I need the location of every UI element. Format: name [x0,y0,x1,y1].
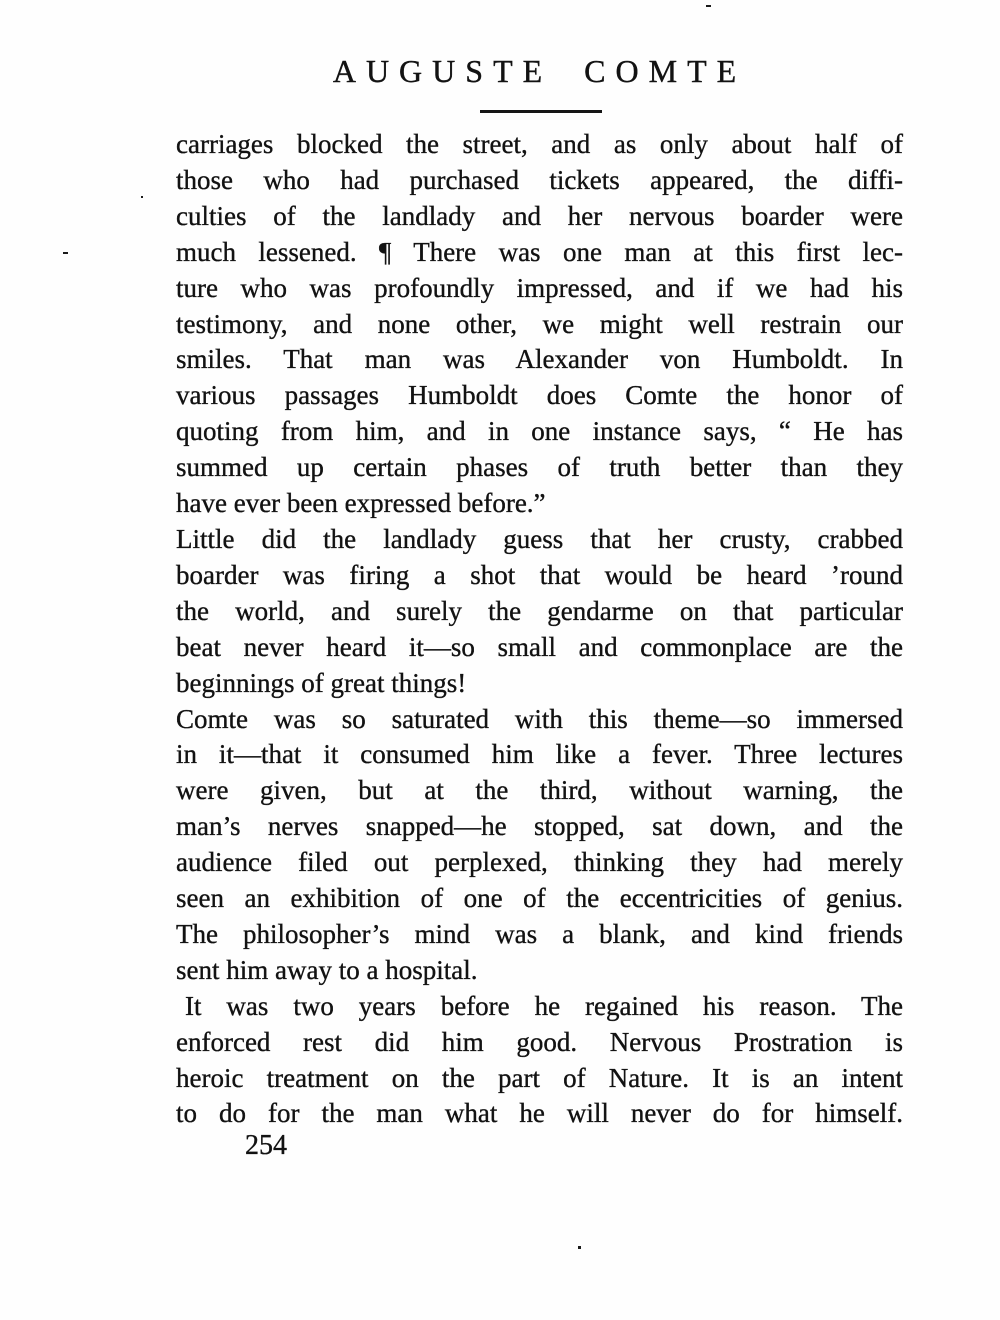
paragraph [176,522,903,702]
text-line: sent him away to a hospital. [176,954,478,985]
text-line: Comte was so saturated with this theme—so immersed [176,703,903,734]
text-line: those who had purchased tickets appeared, the diffi- [176,164,903,195]
text-line: testimony, and none other, we might well restrain our [176,308,903,339]
text-line: heroic treatment on the part of Nature. It is an intent [176,1062,903,1093]
scan-artifact [141,196,143,198]
text-line: have ever been expressed before.” [176,488,546,519]
text-line: The philosopher’s mind was a blank, and kind friends [176,918,903,949]
text-line: culties of the landlady and her nervous boarder were [176,200,903,231]
text-line: quoting from him, and in one instance says, “ He has [176,416,903,447]
title-divider [480,110,602,113]
text-line: audience filed out perplexed, thinking they had merely [176,847,903,878]
scan-artifact [63,252,68,254]
text-line: seen an exhibition of one of the eccentricities of genius. [176,883,903,914]
text-line: Little did the landlady guess that her crusty, crabbed [176,523,903,554]
text-line: the world, and surely the gendarme on that particular [176,595,903,626]
text-line: smiles. That man was Alexander von Humboldt. In [176,344,903,375]
text-line: enforced rest did him good. Nervous Prostration is [176,1026,903,1057]
text-line: beat never heard it—so small and commonplace are the [176,631,903,662]
paragraph [176,127,903,522]
body-text [176,127,903,1132]
text-line: to do for the man what he will never do for himself. [176,1098,903,1129]
text-line: much lessened. ¶ There was one man at this first lec- [176,236,903,267]
text-line: summed up certain phases of truth better than they [176,452,903,483]
text-line: man’s nerves snapped—he stopped, sat down, and the [176,811,903,842]
page-number: 254 [245,1130,287,1161]
text-line: boarder was firing a shot that would be heard ’round [176,559,903,590]
paragraph [176,989,903,1133]
text-line: It was two years before he regained his reason. The [185,990,903,1021]
page-title: AUGUSTE COMTE [332,53,747,89]
text-line: beginnings of great things! [176,667,467,698]
text-line: in it—that it consumed him like a fever. Three lectures [176,739,903,770]
paragraph [176,702,903,989]
text-line: various passages Humboldt does Comte the honor of [176,380,903,411]
scan-artifact [706,5,711,7]
text-line: were given, but at the third, without warning, the [176,775,903,806]
text-line: ture who was profoundly impressed, and if we had his [176,272,903,303]
text-line: carriages blocked the street, and as only about half of [176,129,903,159]
scan-artifact [578,1246,581,1249]
